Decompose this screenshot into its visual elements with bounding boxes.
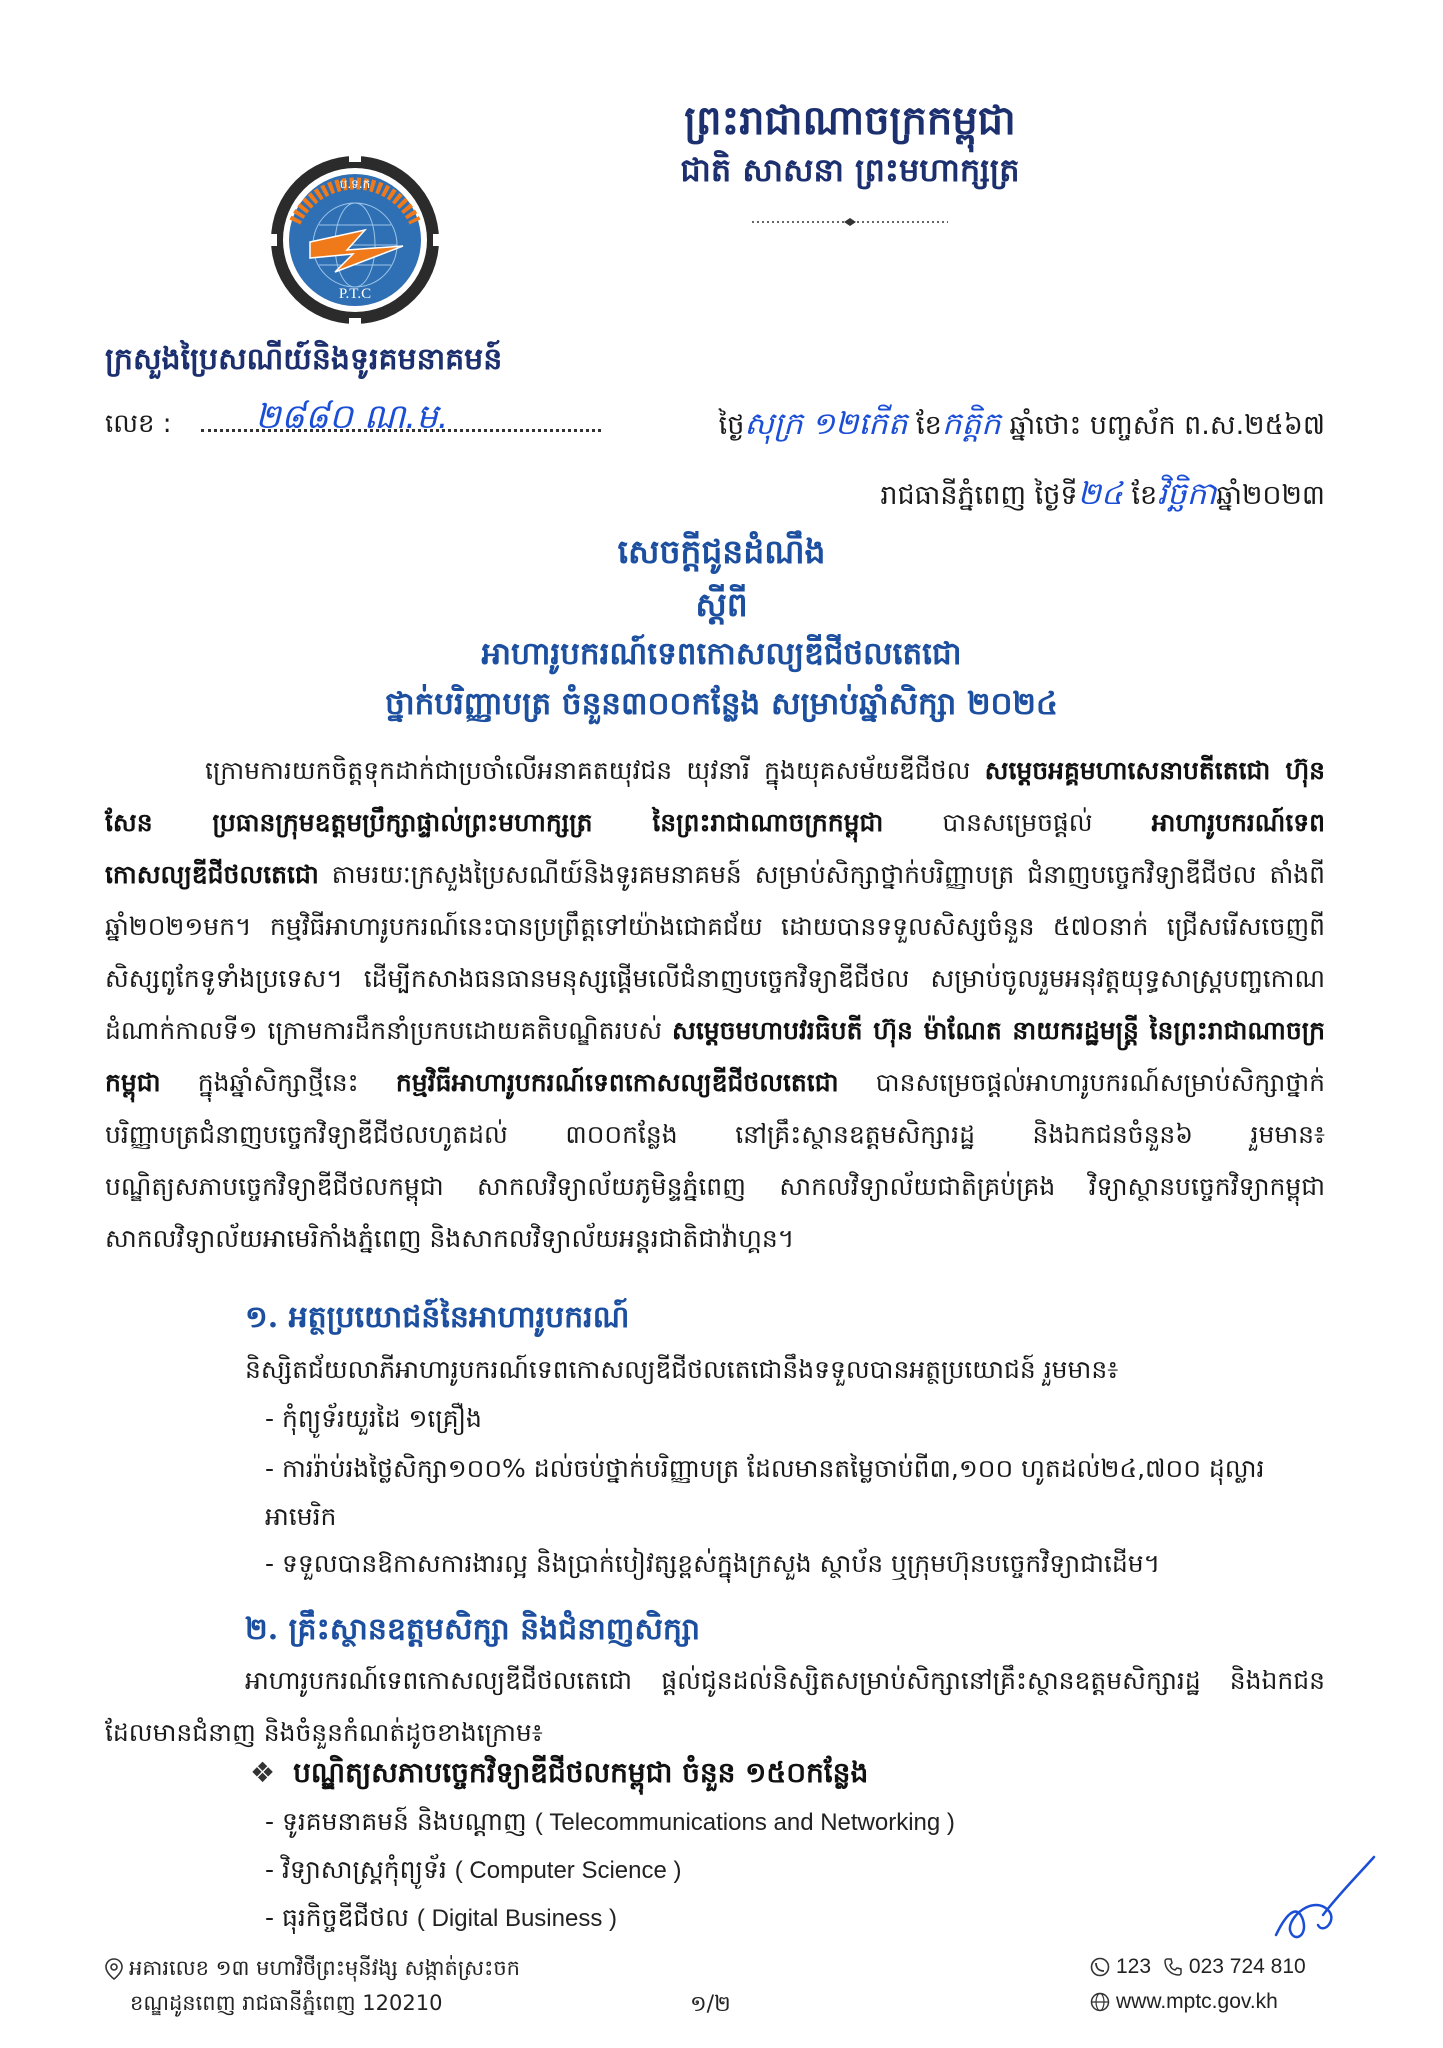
lunar-date-text: ខែ bbox=[907, 410, 942, 441]
program-name-en: ( Telecommunications and Networking ) bbox=[534, 1809, 955, 1836]
footer-address-line1 bbox=[105, 1955, 520, 1986]
intro-text: តាមរយៈក្រសួងប្រៃសណីយ៍និងទូរគមនាគមន៍ សម្រាប់សិក្សាថ្នាក់បរិញ្ញាបត្រ ជំនាញបច្ចេកវិទ្យាឌីជីថល តាំងពីឆ្នាំ២០២១មក។ កម្មវិធីអាហារូបករណ៍នេះបានប្រព្រឹត្តទៅយ៉ាងជោគជ័យ ដោយបានទទួលសិស្សចំនួន ៥៧០នាក់ ជ្រើសរើសចេញពីសិស្សពូកែទូទាំងប្រទេស។ ដើម្បីកសាងធនធានមនុស្សផ្តើមលើជំនាញបច្ចេកវិទ្យាឌីជីថល សម្រាប់ចូលរួមអនុវត្តយុទ្ធសាស្ត្របញ្ចកោណដំណាក់កាលទី១ ក្រោមការដឹកនាំប្រកបដោយគតិបណ្ឌិតរបស់ bbox=[105, 860, 1325, 1045]
benefit-item: - កុំព្យូទ័រយួរដៃ ១គ្រឿង bbox=[265, 1404, 482, 1433]
section-institutions-heading: ២. គ្រឹះស្ថានឧត្តមសិក្សា និងជំនាញសិក្សា bbox=[245, 1612, 700, 1647]
program-name-km: - ទូរគមនាគមន៍ និងបណ្តាញ bbox=[265, 1807, 527, 1836]
intro-text: បានសម្រេចផ្តល់ bbox=[883, 808, 1152, 837]
scholarship-name: អាហារូបករណ៍ទេពកោសល្យឌីជីថលតេជោ bbox=[481, 636, 962, 672]
footer-phone bbox=[1090, 1955, 1306, 1979]
benefits-intro: និស្សិតជ័យលាភីអាហារូបករណ៍ទេពកោសល្យឌីជីថលតេជោនឹងទទួលបានអត្ថប្រយោជន៍ រួមមាន៖ bbox=[245, 1355, 1119, 1384]
institution-item bbox=[250, 1755, 868, 1796]
intro-bold-text: សម្តេចមហាបវរធិបតី ហ៊ុន ម៉ាណែត នាយករដ្ឋមន្ត្រី នៃព្រះរាជាណាចក្រកម្ពុជា bbox=[105, 1016, 1326, 1097]
ministry-name: ក្រសួងប្រៃសណីយ៍និងទូរគមនាគមន៍ bbox=[105, 342, 503, 377]
solar-date-day: ២៤ bbox=[1077, 476, 1123, 512]
lunar-date-number: ១២កើត bbox=[811, 406, 908, 442]
hotline-number: 123 bbox=[1116, 1955, 1152, 1978]
intro-paragraph bbox=[105, 745, 1325, 1265]
solar-date-text: ឆ្នាំ២០២៣ bbox=[1216, 480, 1325, 511]
footer-website[interactable] bbox=[1090, 1990, 1278, 2014]
ornament-divider-icon bbox=[752, 218, 948, 226]
program-name-en: ( Digital Business ) bbox=[416, 1905, 617, 1932]
footer-address-line2: ខណ្ឌដូនពេញ រាជធានីភ្នំពេញ 120210 bbox=[130, 1991, 443, 2015]
solar-date-text: រាជធានីភ្នំពេញ ថ្ងៃទី bbox=[880, 480, 1078, 511]
logo-text-top: ប.ទ.ក bbox=[339, 177, 371, 191]
program-name-en: ( Computer Science ) bbox=[454, 1857, 682, 1884]
intro-text: ក្នុងឆ្នាំសិក្សាថ្មីនេះ bbox=[160, 1068, 396, 1097]
program-name-km: - ធុរកិច្ចឌីជីថល bbox=[265, 1903, 409, 1932]
program-item bbox=[265, 1807, 955, 1843]
institution-name: បណ្ឌិត្យសភាបច្ចេកវិទ្យាឌីជីថលកម្ពុជា ចំនួន ១៥០កន្លែង bbox=[293, 1756, 869, 1789]
intro-bold-text: កម្មវិធីអាហារូបករណ៍ទេពកោសល្យឌីជីថលតេជោ bbox=[395, 1068, 839, 1097]
program-item bbox=[265, 1903, 617, 1939]
page-number: ១/២ bbox=[690, 1992, 731, 2017]
phone-icon bbox=[1163, 1957, 1183, 1977]
ministry-logo-icon bbox=[265, 150, 445, 330]
scholarship-subtitle: ថ្នាក់បរិញ្ញាបត្រ ចំនួន៣០០កន្លែង សម្រាប់ឆ្នាំសិក្សា ២០២៤ bbox=[385, 686, 1058, 722]
hotline-icon bbox=[1090, 1957, 1110, 1977]
address-text: អគារលេខ ១៣ មហាវិថីព្រះមុនីវង្ស សង្កាត់ស្រះចក bbox=[129, 1956, 521, 1980]
reference-label: លេខ : bbox=[105, 409, 172, 439]
solar-date-month: វិច្ឆិកា bbox=[1157, 476, 1217, 512]
notice-title: សេចក្តីជូនដំណឹង bbox=[617, 532, 826, 571]
intro-text: ក្រោមការយកចិត្តទុកដាក់ជាប្រចាំលើអនាគតយុវជន យុវនារី ក្នុងយុគសម័យឌីជីថល bbox=[205, 756, 985, 785]
benefit-item: - ទទួលបានឱកាសការងារល្អ និងប្រាក់បៀវត្សខ្ពស់ក្នុងក្រសួង ស្ថាប័ន ឬក្រុមហ៊ុនបច្ចេកវិទ្យាជាដើម។ bbox=[265, 1549, 1161, 1578]
benefit-item: - ការរ៉ាប់រងថ្លៃសិក្សា១០០% ដល់ចប់ថ្នាក់បរិញ្ញាបត្រ ដែលមានតម្លៃចាប់ពី៣,១០០ ហូតដល់២៤,៧០០ ដុល្លារអាមេរិក bbox=[265, 1454, 1265, 1531]
intro-text: បានសម្រេចផ្តល់អាហារូបករណ៍សម្រាប់សិក្សាថ្នាក់បរិញ្ញាបត្រជំនាញបច្ចេកវិទ្យាឌីជីថលហូតដល់ ៣០០កន្លែង នៅគ្រឹះស្ថានឧត្តមសិក្សារដ្ឋ និងឯកជនចំនួន៦ រួមមាន៖ បណ្ឌិត្យសភាបច្ចេកវិទ្យាឌីជីថលកម្ពុជា សាកលវិទ្យាល័យភូមិន្ទភ្នំពេញ សាកលវិទ្យាល័យជាតិគ្រប់គ្រង វិទ្យាស្ថានបច្ចេកវិទ្យាកម្ពុជា សាកលវិទ្យាល័យអាមេរិកាំងភ្នំពេញ និងសាកលវិទ្យាល័យអន្តរជាតិជាវ៉ាហ្គន។ bbox=[105, 1068, 1325, 1253]
lunar-date-day: សុក្រ bbox=[744, 406, 803, 442]
institutions-intro bbox=[105, 1655, 1325, 1759]
intro-bold-text: អាហារូបករណ៍ទេពកោសល្យឌីជីថលតេជោ bbox=[105, 808, 1325, 889]
solar-date-text: ខែ bbox=[1122, 480, 1158, 511]
reference-number-row bbox=[105, 395, 605, 445]
kingdom-heading: ព្រះរាជាណាចក្រកម្ពុជា bbox=[684, 97, 1016, 144]
program-name-km: - វិទ្យាសាស្ត្រកុំព្យូទ័រ bbox=[265, 1855, 447, 1884]
diamond-bullet-icon: ❖ bbox=[250, 1756, 276, 1789]
intro-bold-text: សម្តេចអគ្គមហាសេនាបតីតេជោ ហ៊ុន សែន ប្រធានក្រុមឧត្តមប្រឹក្សាផ្ទាល់ព្រះមហាក្សត្រ នៃព្រះរាជាណាចក្រកម្ពុជា bbox=[105, 756, 1325, 837]
section-benefits-heading: ១. អត្ថប្រយោជន៍នៃអាហារូបករណ៍ bbox=[245, 1300, 630, 1335]
lunar-date bbox=[650, 405, 1325, 450]
logo-text-bottom: P.T.C bbox=[338, 286, 372, 302]
location-pin-icon bbox=[105, 1958, 123, 1980]
globe-icon bbox=[1090, 1992, 1110, 2012]
solar-date bbox=[650, 475, 1325, 520]
lunar-date-text: ឆ្នាំថោះ បញ្ចស័ក ព.ស.២៥៦៧ bbox=[1000, 410, 1325, 441]
signature-initial-icon bbox=[1268, 1855, 1378, 1945]
national-motto: ជាតិ សាសនា ព្រះមហាក្សត្រ bbox=[680, 151, 1020, 189]
phone-number: 023 724 810 bbox=[1188, 1955, 1306, 1978]
reference-number: ២៨៨០ ណ.ម. bbox=[255, 397, 449, 437]
lunar-date-text: ថ្ងៃ bbox=[718, 410, 745, 441]
lunar-date-month: កត្តិក bbox=[941, 406, 1001, 442]
website-url[interactable]: www.mptc.gov.kh bbox=[1116, 1990, 1278, 2013]
notice-subject-label: ស្តីពី bbox=[695, 585, 748, 624]
program-item bbox=[265, 1855, 682, 1891]
institutions-intro-text: អាហារូបករណ៍ទេពកោសល្យឌីជីថលតេជោ ផ្តល់ជូនដល់និស្សិតសម្រាប់សិក្សានៅគ្រឹះស្ថានឧត្តមសិក្សារដ្ឋ និងឯកជន ដែលមានជំនាញ និងចំនួនកំណត់ដូចខាងក្រោម៖ bbox=[105, 1666, 1325, 1747]
